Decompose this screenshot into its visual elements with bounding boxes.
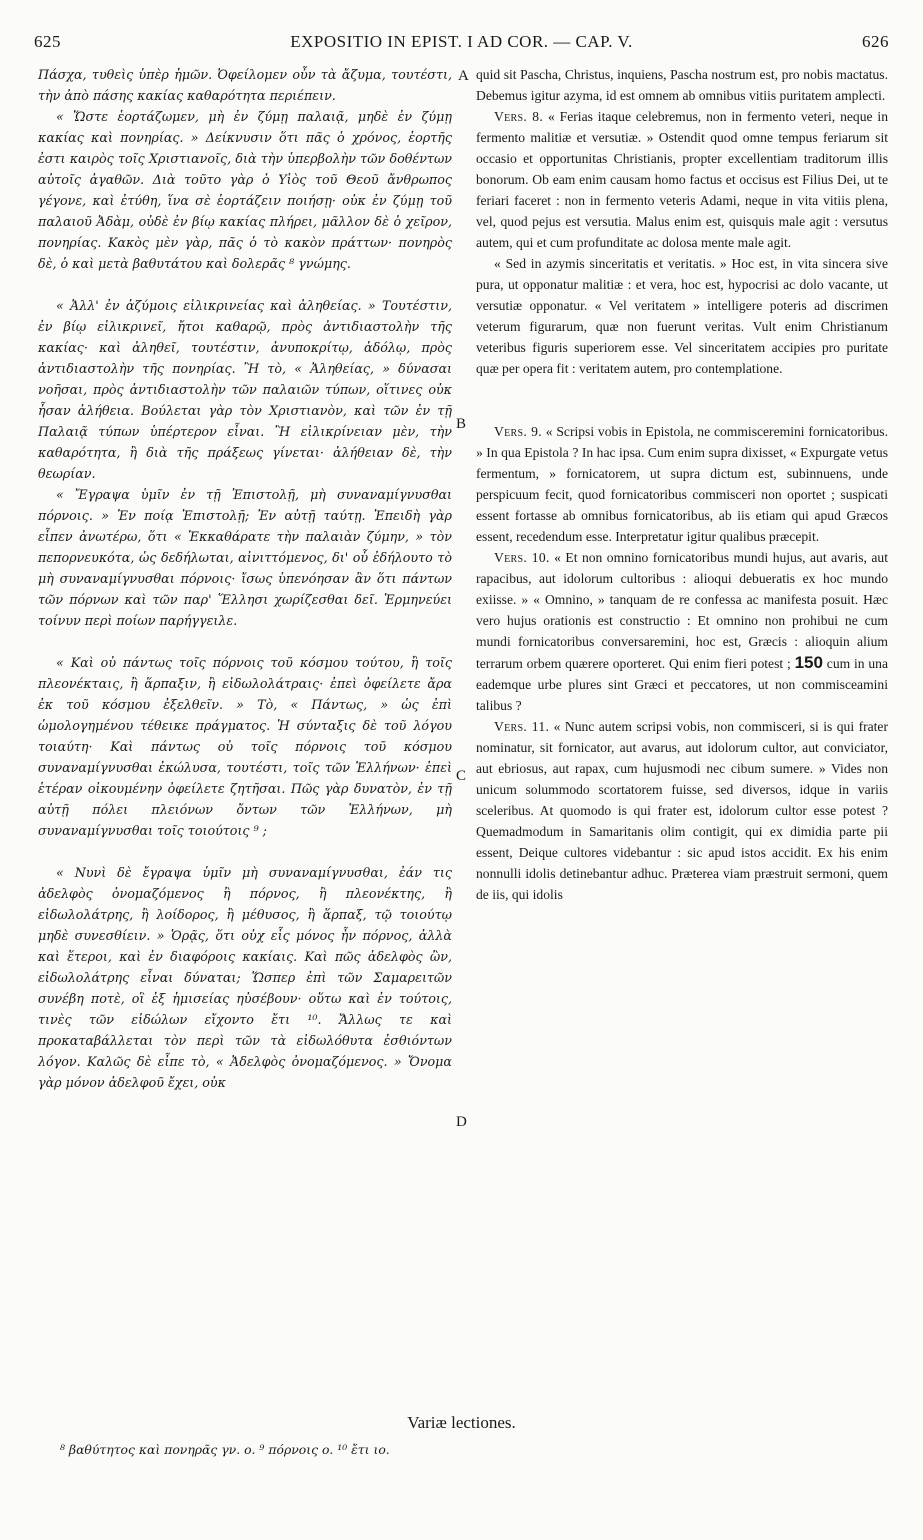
latin-paragraph: [476, 716, 888, 905]
greek-paragraph: « Ἀλλ' ἐν ἀζύμοις εἰλικρινείας καὶ ἀληθείας. » Τουτέστιν, ἐν βίῳ εἰλικρινεῖ, ἤτοι καθαρῷ, πρὸς ἀντιδιαστολὴν τῆς κακίας· καὶ ἀληθεῖ, τουτέστιν, ἀνυποκρίτῳ, ἀδόλῳ, πρὸς ἀντιδιαστολὴν τῆς πονηρίας. Ἢ τὸ, « Ἀληθείας, » δύνασαι νοῆσαι, πρὸς ἀντιδιαστολὴν τῶν παλαιῶν τύπων, οἵτινες οὐκ ἦσαν ἀλήθεια. Βούλεται γὰρ τὸν Χριστιανὸν, καὶ τῶν ἐν τῇ Παλαιᾷ τύπων ὑπέρτερον εἶναι. Ἢ εἰλικρίνειαν μὲν, τὴν καθαρότητα, ἢ διὰ τῆς πράξεως γίνεται· ἀλήθειαν δὲ, τὴν θεωρίαν.: [38, 298, 452, 481]
latin-paragraph: [476, 421, 888, 547]
greek-paragraph: « Καὶ οὐ πάντως τοῖς πόρνοις τοῦ κόσμου τούτου, ἢ τοῖς πλεονέκταις, ἢ ἅρπαξιν, ἢ εἰδωλολάτραις· ἐπεὶ ὀφείλετε ἄρα ἐκ τοῦ κόσμου ἐξελθεῖν. » Τὸ, « Πάντως, » ὡς ἐπὶ ὡμολογημένου τέθεικε πράγματος. Ἡ σύνταξις δὲ τοῦ λόγου τοιαύτη· Καὶ πάντως οὐ τοῖς πόρνοις τοῦ κόσμου συναναμίγνυσθαι ἐκώλυσα, τουτέστι, τοῖς τῶν Ἑλλήνων· ἐπεὶ ἑτέραν οἰκουμένην ὀφείλετε ζητῆσαι. Πῶς γὰρ δυνατὸν, ἐν τῇ αὐτῇ πόλει πλειόνων ὄντων τῶν Ἑλλήνων, μὴ συναναμίγνυσθαι τοῖς τοιούτοις ⁹ ;: [38, 655, 452, 838]
margin-letter-d: D: [456, 1114, 467, 1130]
greek-column: [38, 64, 452, 1093]
latin-paragraph: [476, 253, 888, 379]
greek-paragraph: Πάσχα, τυθεὶς ὑπὲρ ἡμῶν. Ὀφείλομεν οὖν τὰ ἄζυμα, τουτέστι, τὴν ἀπὸ πάσης κακίας καθαρότητα περιέπειν.: [38, 67, 452, 103]
greek-paragraph: « Ὥστε ἑορτάζωμεν, μὴ ἐν ζύμῃ παλαιᾷ, μηδὲ ἐν ζύμῃ κακίας καὶ πονηρίας. » Δείκνυσιν ὅτι πᾶς ὁ χρόνος, ἑορτῆς ἐστι καιρὸς τοῖς Χριστιανοῖς, διὰ τὴν ὑπερβολὴν τῶν δοθέντων αὐτοῖς ἀγαθῶν. Διὰ τοῦτο γὰρ ὁ Υἱὸς τοῦ Θεοῦ ἄνθρωπος γέγονε, καὶ ἐτύθη, ἵνα σὲ ἑορτάζειν ποιήσῃ· οὐκ ἐν ζύμῃ τοῦ παλαιοῦ Ἀδὰμ, οὐδὲ ἐν βίῳ κακίας πλήρει, μᾶλλον δὲ ὁ χεῖρον, πονηρίας. Κακὸς μὲν γὰρ, πᾶς ὁ τὸ κακὸν πράττων· πονηρὸς δὲ, ὁ καὶ μετὰ βαθυτάτου καὶ δολερᾶς ⁸ γνώμης.: [38, 109, 452, 271]
running-header: [30, 32, 893, 56]
margin-letter-a: A: [458, 68, 469, 84]
running-title: EXPOSITIO IN EPIST. I AD COR. — CAP. V.: [290, 32, 633, 51]
latin-text: « Scripsi vobis in Epistola, ne commisceremini fornicatoribus. » In qua Epistola ? In hac ipsa. Cum enim supra dixisset, « Expurgate vetus fermentum, » fornicatorem, ut supra dictum est, subinnuens, unde perspicuum fecit, quod fornicatoribus commisceri non oportet ; suspicati essent fortasse ab omnibus fornicatoribus, ab iis etiam qui apud Græcos essent, recedendum esse. Interpretatur igitur qualibus præcepit.: [476, 424, 888, 544]
greek-paragraph: « Ἔγραψα ὑμῖν ἐν τῇ Ἐπιστολῇ, μὴ συναναμίγνυσθαι πόρνοις. » Ἐν ποίᾳ Ἐπιστολῇ; Ἐν αὐτῇ ταύτῃ. Ἐπειδὴ γὰρ εἶπεν ἀνωτέρω, ὅτι « Ἐκκαθάρατε τὴν παλαιὰν ζύμην, » τὸν πεπορνευκότα, ὡς δεδήλωται, αἰνιττόμενος, δι' οὗ ἐδήλουτο τὸ μὴ συναναμίγνυσθαι πόρνοις· ἴσως ὑπενόησαν ἂν ὅτι πάντων τῶν πόρνων καὶ τῶν παρ' Ἕλλησι χωρίζεσθαι δεῖ. Ἑρμηνεύει τοίνυν περὶ ποίων παρήγγειλε.: [38, 487, 452, 628]
latin-text: « Ferias itaque celebremus, non in fermento veteri, neque in fermento malitiæ et versutiæ. » Ostendit quod omne tempus feriarum sit occasio et opportunitas Christianis, propter excellentiam traditorum illis bonorum. Ob eam enim causam homo factus et occisus est Filius Dei, ut te feriari faceret : non in fermento veteris Adami, neque in vita vitiis plena, vel, quod pejus est versutia. Malus enim est, quisquis male agit : versutus autem, qui et cum profunditate ac dolosa mente male agit.: [476, 109, 888, 250]
page-number-right: 626: [862, 32, 889, 51]
column-number: 150: [794, 653, 823, 672]
greek-paragraph: « Νυνὶ δὲ ἔγραψα ὑμῖν μὴ συναναμίγνυσθαι, ἐάν τις ἀδελφὸς ὀνομαζόμενος ἢ πόρνος, ἢ πλεονέκτης, ἢ εἰδωλολάτρης, ἢ λοίδορος, ἢ μέθυσος, ἢ ἅρπαξ, τῷ τοιούτῳ μηδὲ συνεσθίειν. » Ὁρᾷς, ὅτι οὐχ εἷς μόνος ἦν πόρνος, ἀλλὰ καὶ ἕτεροι, καὶ ἐν διαφόροις κακίαις. Καὶ πῶς ἀδελφὸς ὢν, εἰδωλολάτρης εἶναι δύναται; Ὥσπερ ἐπὶ τῶν Σαμαρειτῶν συνέβη ποτὲ, οἳ ἐξ ἡμισείας ηὐσέβουν· οὕτω καὶ ἐν τούτοις, τινὲς τῶν εἰδώλων εἴχοντο ἔτι ¹⁰. Ἄλλως τε καὶ προκαταβάλλεται τὸν περὶ τῶν τὰ εἰδωλόθυτα ἐσθιόντων λόγον. Καλῶς δὲ εἶπε τὸ, « Ἀδελφὸς ὀνομαζόμενος. » Ὄνομα γὰρ μόνον ἀδελφοῦ ἔχει, οὐκ: [38, 865, 452, 1090]
variant-readings-title: Variæ lectiones.: [407, 1413, 516, 1432]
margin-letter-b: B: [456, 416, 467, 432]
latin-paragraph: [476, 547, 888, 716]
verse-marker: Vers. 10.: [494, 550, 550, 565]
latin-text: « Et non omnino fornicatoribus mundi hujus, aut avaris, aut rapacibus, aut idolorum cultoribus : alioqui debueratis ex hoc mundo exiisse. » « Omnino, » tanquam de re confessa ac manifesta posuit. Hæc vero hujus orationis est constructio : Et omnino non prohibui ne cum mundi fornicatoribus conversaremini, hoc est, Græcis : alioquin alium terrarum orbem quærere oporteret. Qui enim fieri potest ;: [476, 550, 888, 671]
variant-readings-notes: ⁸ βαθύτητος καὶ πονηρᾶς γν. ο. ⁹ πόρνοις ο. ¹⁰ ἔτι ιο.: [60, 1442, 390, 1457]
latin-paragraph: [476, 106, 888, 253]
latin-column: [476, 64, 888, 905]
margin-letter-c: C: [456, 768, 467, 784]
page-number-left: 625: [34, 32, 61, 51]
latin-paragraph: [476, 64, 888, 106]
latin-text: « Nunc autem scripsi vobis, non commisceri, si is qui frater nominatur, sit fornicator, aut avarus, aut idolorum cultor, aut conviciator, aut ebriosus, aut rapax, cum hujusmodi nec cibum sumere. » Vides non unicum solummodo scortatorem fuisse, sed diversos, idque in variis sceleribus. At quomodo is qui frater est, idolorum cultor esse potest ? Quemadmodum in Samaritanis olim contigit, qui ex dimidia parte pii essent, Deique cultores videbantur : sic apud istos accidit. Ex his enim nonnulli idolis detinebantur adhuc. Præterea viam præstruit sermoni, quem de iis, qui idolis: [476, 719, 888, 902]
latin-text: quid sit Pascha, Christus, inquiens, Pascha nostrum est, pro nobis mactatus. Debemus igitur azyma, id est omnem ab omnibus vitiis puritatem amplecti.: [476, 67, 888, 103]
verse-marker: Vers. 8.: [494, 109, 544, 124]
latin-text: cum in una eademque urbe plures sint Græci et peccatores, ut non commisceamini talibus ?: [476, 656, 889, 713]
verse-marker: Vers. 9.: [494, 424, 542, 439]
verse-marker: Vers. 11.: [494, 719, 550, 734]
latin-text: « Sed in azymis sinceritatis et veritatis. » Hoc est, in vita sincera sive pura, ut opponatur malitiæ : et vera, hoc est, hypocrisi ac dolo vacante, ut versutiæ opponatur. « Vel veritatem » intelligere poteris ad discrimen veterum figurarum, quæ non fuerunt veritas. Vult enim Christianum veteribus figuris superiorem esse. Vel sinceritatem accipies pro puritate quæ per opera fit : veritatem autem, pro contemplatione.: [476, 256, 888, 376]
